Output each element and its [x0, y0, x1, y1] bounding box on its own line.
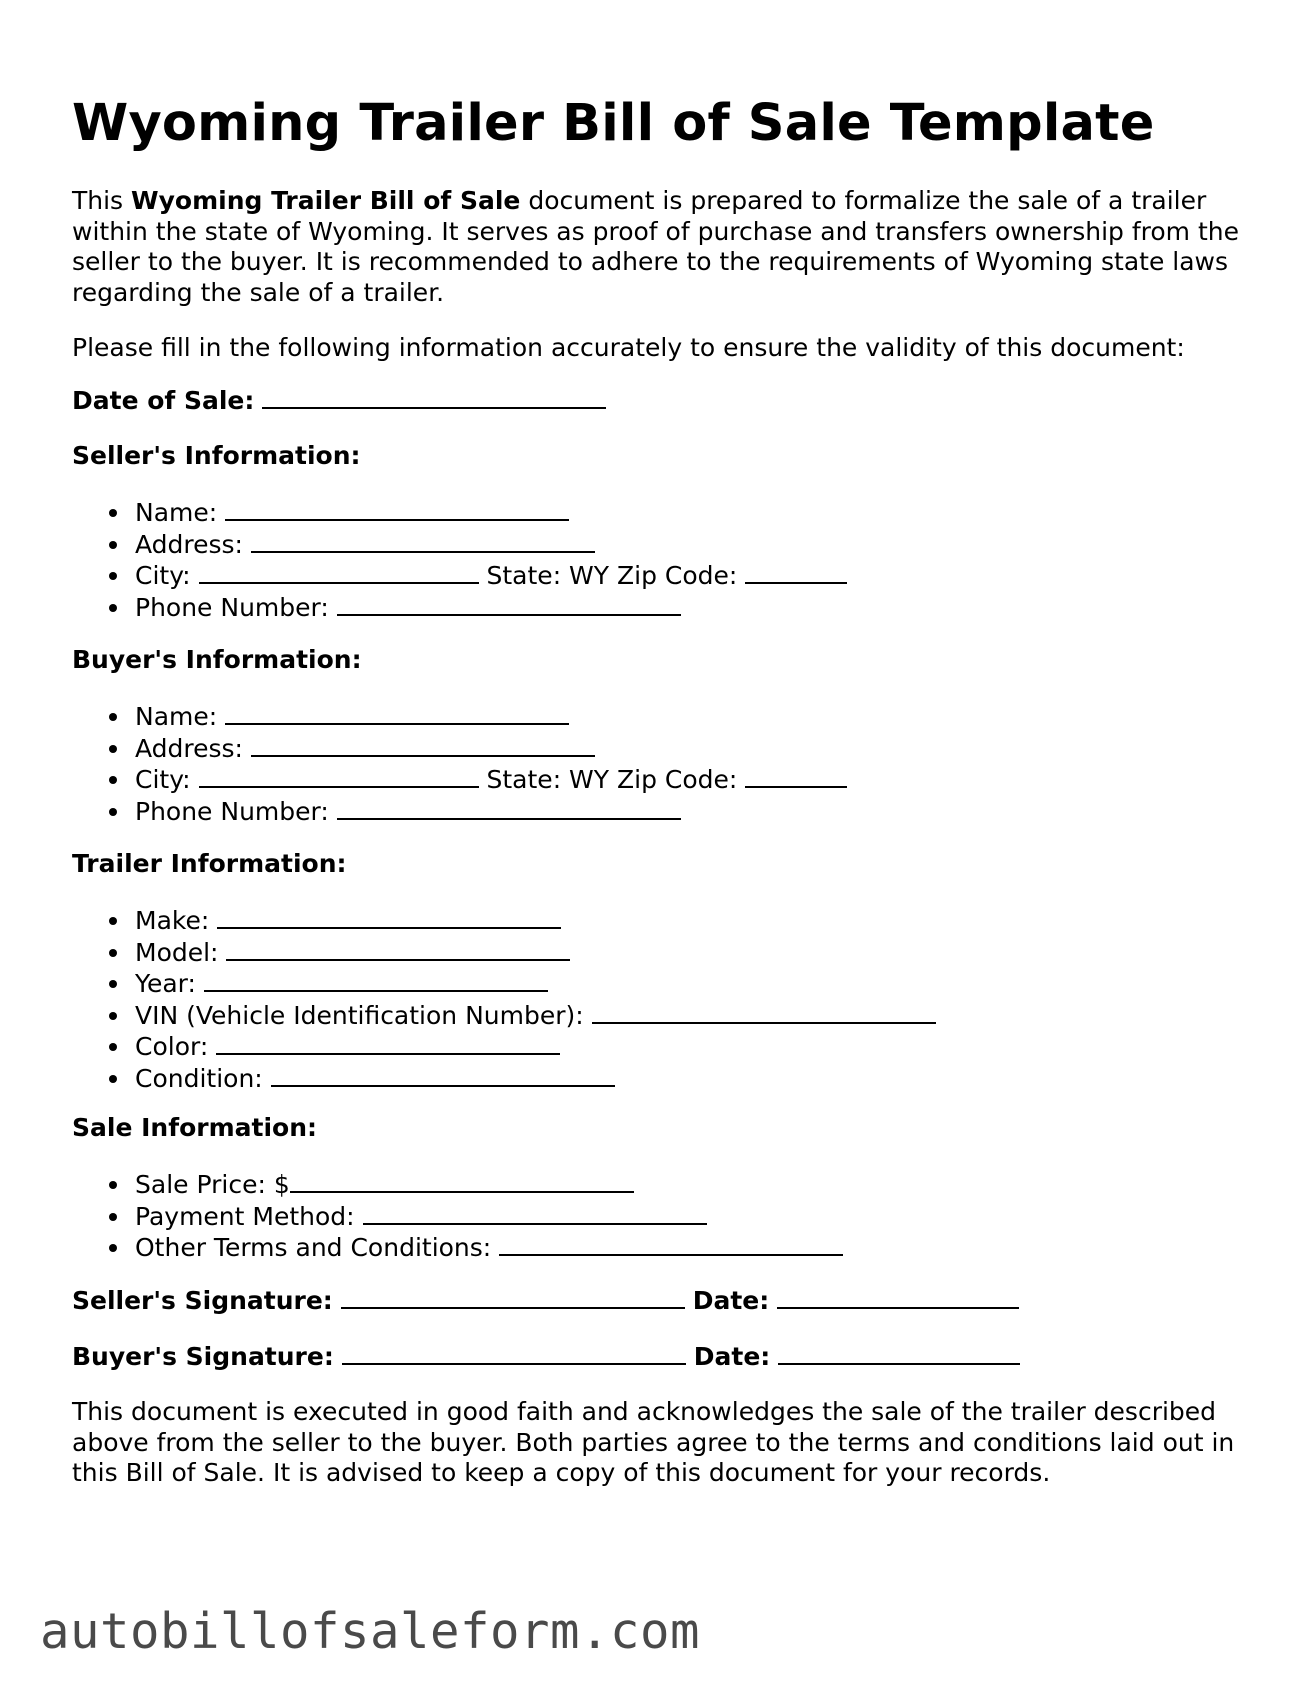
trailer-year-label: Year: — [135, 969, 196, 998]
seller-city-label: City: — [135, 561, 191, 590]
trailer-make-label: Make: — [135, 906, 210, 935]
payment-method-blank[interactable] — [363, 1201, 707, 1225]
seller-state-label: State: WY — [486, 561, 610, 590]
trailer-fields — [72, 905, 936, 1094]
site-watermark: autobillofsaleform.com — [40, 1603, 701, 1660]
buyer-signature-line — [72, 1341, 1020, 1373]
seller-phone-label: Phone Number: — [135, 592, 329, 622]
instruction-text: Please fill in the following information accurately to ensure the validity of this document: — [72, 333, 1185, 362]
seller-name-label: Name: — [135, 498, 218, 527]
date-of-sale-blank[interactable] — [262, 385, 606, 409]
trailer-condition-label: Condition: — [135, 1063, 263, 1093]
trailer-model-blank[interactable] — [226, 937, 570, 961]
date-of-sale-line — [72, 385, 606, 417]
sale-price-item — [72, 1169, 843, 1201]
intro-bold: Wyoming Trailer Bill of Sale — [131, 186, 521, 215]
intro-paragraph — [72, 186, 1242, 308]
other-terms-blank[interactable] — [499, 1232, 843, 1256]
seller-phone-blank[interactable] — [337, 592, 681, 616]
seller-heading: Seller's Information: — [72, 441, 361, 470]
seller-fields — [72, 497, 847, 623]
seller-name-blank[interactable] — [225, 497, 569, 521]
seller-date-label: Date: — [692, 1286, 770, 1315]
trailer-color-item — [72, 1031, 936, 1063]
seller-zip-label: Zip Code: — [617, 561, 738, 590]
seller-address-blank[interactable] — [251, 529, 595, 553]
seller-phone-item — [72, 592, 847, 624]
buyer-city-item — [72, 764, 847, 796]
trailer-vin-item — [72, 1000, 936, 1032]
trailer-make-blank[interactable] — [217, 905, 561, 929]
buyer-name-label: Name: — [135, 702, 218, 731]
buyer-zip-blank[interactable] — [745, 764, 847, 788]
intro-prefix: This — [72, 186, 132, 215]
trailer-color-blank[interactable] — [216, 1031, 560, 1055]
buyer-phone-label: Phone Number: — [135, 796, 329, 826]
trailer-condition-item — [72, 1063, 936, 1095]
sale-fields — [72, 1169, 843, 1264]
buyer-name-item — [72, 701, 847, 733]
seller-signature-line — [72, 1285, 1019, 1317]
buyer-address-label: Address: — [135, 733, 243, 763]
trailer-condition-blank[interactable] — [271, 1063, 615, 1087]
seller-name-item — [72, 497, 847, 529]
trailer-vin-blank[interactable] — [592, 1000, 936, 1024]
buyer-fields — [72, 701, 847, 827]
payment-method-label: Payment Method: — [135, 1201, 355, 1231]
buyer-zip-label: Zip Code: — [617, 765, 738, 794]
page-title: Wyoming Trailer Bill of Sale Template — [72, 94, 1155, 153]
trailer-heading: Trailer Information: — [72, 849, 347, 878]
buyer-heading: Buyer's Information: — [72, 645, 362, 674]
other-terms-label: Other Terms and Conditions: — [135, 1233, 492, 1262]
seller-zip-blank[interactable] — [745, 560, 847, 584]
trailer-make-item — [72, 905, 936, 937]
sale-heading: Sale Information: — [72, 1113, 317, 1142]
seller-signature-blank[interactable] — [341, 1285, 685, 1309]
seller-date-blank[interactable] — [777, 1285, 1019, 1309]
seller-city-blank[interactable] — [199, 560, 479, 584]
seller-signature-label: Seller's Signature: — [72, 1286, 333, 1315]
intro-suffix: document is prepared to formalize the sale of a trailer within the state of Wyoming. It serves as proof of purchase and transfers ownership from the seller to the buyer. It is recommended to adhere to the requirements of Wyoming state laws regarding the sale of a trailer. — [72, 186, 1239, 307]
sale-price-blank[interactable] — [290, 1169, 634, 1193]
trailer-year-blank[interactable] — [204, 968, 548, 992]
seller-address-item — [72, 529, 847, 561]
buyer-date-label: Date: — [693, 1342, 771, 1371]
buyer-phone-item — [72, 796, 847, 828]
date-of-sale-label: Date of Sale: — [72, 386, 255, 415]
trailer-model-label: Model: — [135, 937, 219, 967]
buyer-state-label: State: WY — [486, 765, 610, 794]
payment-method-item — [72, 1201, 843, 1233]
other-terms-item — [72, 1232, 843, 1264]
seller-address-label: Address: — [135, 529, 243, 559]
buyer-address-blank[interactable] — [251, 733, 595, 757]
sale-price-label: Sale Price: $ — [135, 1170, 290, 1199]
trailer-year-item — [72, 968, 936, 1000]
seller-city-item — [72, 560, 847, 592]
trailer-color-label: Color: — [135, 1032, 209, 1061]
buyer-phone-blank[interactable] — [337, 796, 681, 820]
trailer-model-item — [72, 937, 936, 969]
trailer-vin-label: VIN (Vehicle Identification Number): — [135, 1000, 584, 1030]
buyer-date-blank[interactable] — [778, 1341, 1020, 1365]
buyer-city-label: City: — [135, 765, 191, 794]
buyer-address-item — [72, 733, 847, 765]
closing-paragraph: This document is executed in good faith and acknowledges the sale of the trailer described above from the seller to the buyer. Both parties agree to the terms and conditions laid out in this Bill of Sale. It is advised to keep a copy of this document for your records. — [72, 1397, 1235, 1487]
buyer-signature-label: Buyer's Signature: — [72, 1342, 334, 1371]
buyer-signature-blank[interactable] — [342, 1341, 686, 1365]
buyer-name-blank[interactable] — [225, 701, 569, 725]
buyer-city-blank[interactable] — [199, 764, 479, 788]
